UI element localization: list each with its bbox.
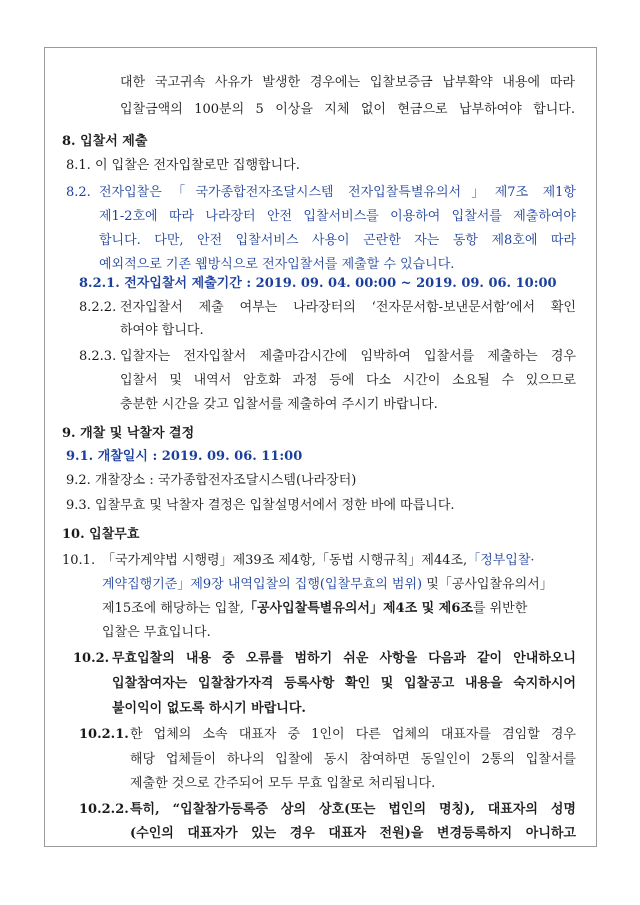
item-9-1 <box>66 448 302 465</box>
item-9-1-number: 9.1. <box>66 449 94 464</box>
item-9-1-text: 개찰일시 : 2019. 09. 06. 11:00 <box>97 449 303 464</box>
item-8-2-line-2: 제1-2호에 따라 나라장터 안전 입찰서비스를 이용하여 입찰서를 제출하여야 <box>99 209 576 224</box>
item-8-2-number: 8.2. <box>66 185 91 200</box>
item-10-1-line-3-c: 를 위반한 <box>472 601 528 616</box>
item-10-1-number: 10.1. <box>62 553 96 568</box>
section-10-heading: 10. 입찰무효 <box>62 527 140 542</box>
intro-line-1: 대한 국고귀속 사유가 발생한 경우에는 입찰보증금 납부확약 내용에 따라 <box>120 75 575 90</box>
item-10-1-line-2-b: 및「공사입찰유의서」 <box>426 577 553 592</box>
item-8-2-3-line-3: 충분한 시간을 갖고 입찰서를 제출하여 주시기 바랍니다. <box>120 397 438 412</box>
item-10-1-line-1 <box>102 552 535 569</box>
item-10-2-number: 10.2. <box>73 651 110 666</box>
item-10-2-1-line-2: 해당 업체들이 하나의 입찰에 동시 참여하면 동일인이 2통의 입찰서를 <box>130 752 576 767</box>
item-9-3-text: 입찰무효 및 낙찰자 결정은 입찰설명서에서 정한 바에 따릅니다. <box>94 498 455 513</box>
item-10-2-1-number: 10.2.1. <box>79 727 129 742</box>
item-10-2-1-line-1: 한 업체의 소속 대표자 중 1인이 다른 업체의 대표자를 겸임할 경우 <box>130 727 576 742</box>
item-8-2-line-3: 합니다. 다만, 안전 입찰서비스 사용이 곤란한 자는 동항 제8호에 따라 <box>99 233 576 248</box>
item-10-1-line-1-a: 「국가계약법 시행령」제39조 제4항,「동법 시행규칙」제44조, <box>102 553 468 568</box>
item-8-1-text: 이 입찰은 전자입찰로만 집행합니다. <box>94 158 300 173</box>
item-8-2-1-text: 전자입찰서 제출기간 : 2019. 09. 04. 00:00 ~ 2019. 09. 06. 10:00 <box>124 276 557 291</box>
item-10-2-2-line-1: 특히, “입찰참가등록증 상의 상호(또는 법인의 명칭), 대표자의 성명 <box>130 802 576 817</box>
section-8-heading: 8. 입찰서 제출 <box>62 134 148 149</box>
item-10-2-line-2: 입찰참여자는 입찰참가자격 등록사항 확인 및 입찰공고 내용을 숙지하시어 <box>112 676 576 691</box>
item-8-1 <box>66 157 300 174</box>
item-10-1-line-4: 입찰은 무효입니다. <box>102 625 211 640</box>
item-10-2-2-number: 10.2.2. <box>79 802 129 817</box>
item-10-2-1-line-3: 제출한 것으로 간주되어 모두 무효 입찰로 처리됩니다. <box>130 776 436 791</box>
item-8-2-line-4: 예외적으로 기존 웹방식으로 전자입찰서를 제출할 수 있습니다. <box>99 257 455 272</box>
item-8-1-number: 8.1. <box>66 158 91 173</box>
item-10-2-line-1: 무효입찰의 내용 중 오류를 범하기 쉬운 사항을 다음과 같이 안내하오니 <box>112 651 576 666</box>
item-9-2 <box>66 472 356 489</box>
item-8-2-3-number: 8.2.3. <box>79 349 117 364</box>
item-8-2-1-number: 8.2.1. <box>79 276 120 291</box>
item-10-1-line-1-b: 「정부입찰· <box>467 553 535 568</box>
item-10-2-line-3: 불이익이 없도록 하시기 바랍니다. <box>112 701 306 716</box>
item-8-2-1 <box>79 275 557 292</box>
item-10-2-2-line-2: (수인의 대표자가 있는 경우 대표자 전원)을 변경등록하지 아니하고 <box>130 826 576 841</box>
intro-line-2: 입찰금액의 100분의 5 이상을 지체 없이 현금으로 납부하여야 합니다. <box>120 102 575 117</box>
item-8-2-line-1: 전자입찰은「국가종합전자조달시스템 전자입찰특별유의서」제7조 제1항 <box>99 185 576 200</box>
item-9-2-text: 개찰장소 : 국가종합전자조달시스템(나라장터) <box>94 473 357 488</box>
item-10-1-line-3-b: 「공사입찰특별유의서」제4조 및 제6조 <box>243 601 473 616</box>
item-8-2-3-line-1: 입찰자는 전자입찰서 제출마감시간에 임박하여 입찰서를 제출하는 경우 <box>120 349 576 364</box>
item-9-3 <box>66 497 455 514</box>
item-10-1-line-2-a: 계약집행기준」제9장 내역입찰의 집행(입찰무효의 범위) <box>102 577 423 592</box>
item-9-2-number: 9.2. <box>66 473 91 488</box>
item-8-2-3-line-2: 입찰서 및 내역서 암호화 과정 등에 다소 시간이 소요될 수 있으므로 <box>120 373 576 388</box>
item-10-1-line-3 <box>102 600 527 617</box>
item-8-2-2-line-1: 전자입찰서 제출 여부는 나라장터의 ‘전자문서함-보낸문서함’에서 확인 <box>120 300 576 315</box>
item-10-1-line-2 <box>102 576 553 593</box>
item-8-2-2-number: 8.2.2. <box>79 300 117 315</box>
item-9-3-number: 9.3. <box>66 498 91 513</box>
item-10-1-line-3-a: 제15조에 해당하는 입찰, <box>102 601 244 616</box>
item-8-2-2-line-2: 하여야 합니다. <box>120 323 204 338</box>
section-9-heading: 9. 개찰 및 낙찰자 결정 <box>62 426 195 441</box>
